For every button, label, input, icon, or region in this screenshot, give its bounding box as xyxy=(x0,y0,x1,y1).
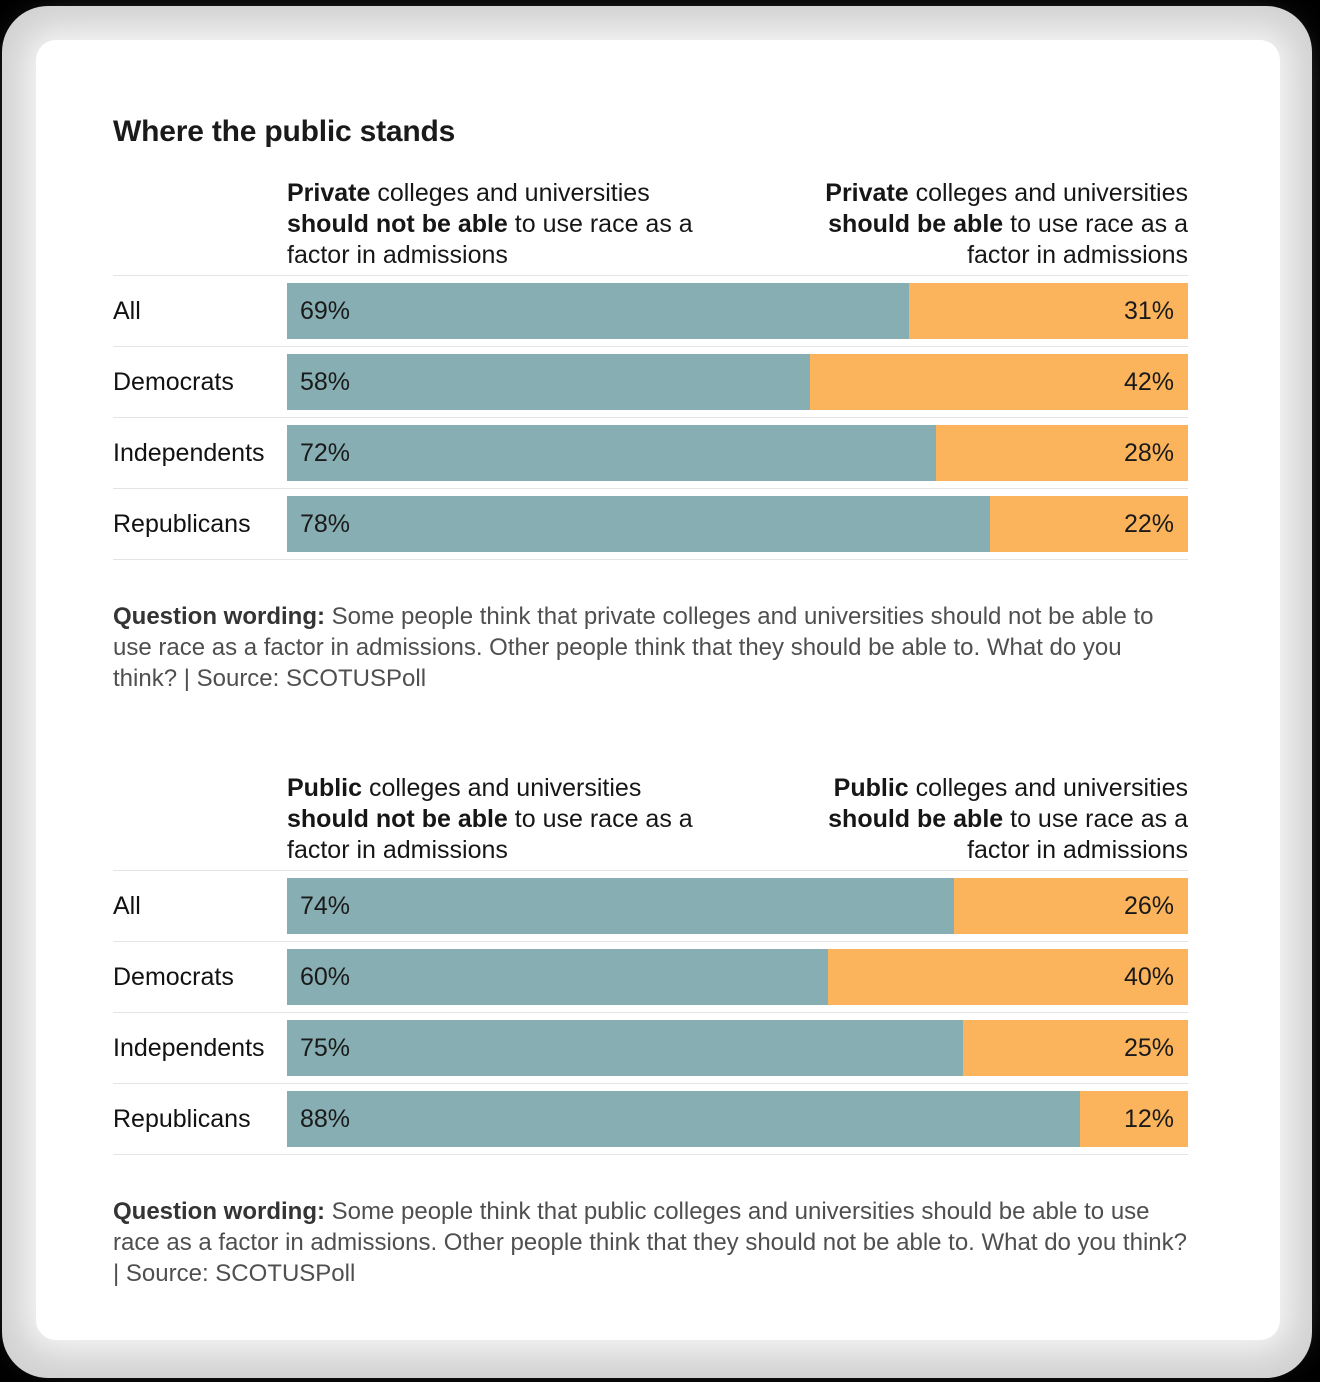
bar-value-label: 26% xyxy=(1123,891,1174,920)
column-header-should-not-be-able xyxy=(287,178,727,271)
bar-should-be-able xyxy=(810,354,1188,410)
header-text: to use race as a factor in admissions xyxy=(967,210,1188,269)
bar-should-not-be-able xyxy=(287,949,828,1005)
row-label: Democrats xyxy=(113,962,234,991)
table-row xyxy=(113,275,1188,346)
header-text: to use race as a factor in admissions xyxy=(967,805,1188,864)
bar-value-label: 12% xyxy=(1123,1104,1174,1133)
bar-value-label: 69% xyxy=(300,296,351,325)
bar-should-be-able xyxy=(954,878,1188,934)
table-row xyxy=(113,346,1188,417)
card-shadow xyxy=(2,6,1312,1378)
table-row xyxy=(113,417,1188,488)
bar-value-label: 88% xyxy=(300,1104,351,1133)
row-label: All xyxy=(113,296,141,325)
bar-should-be-able xyxy=(936,425,1188,481)
bar-value-label: 31% xyxy=(1123,296,1174,325)
header-text: colleges and universities xyxy=(362,774,642,802)
row-label: All xyxy=(113,891,141,920)
header-bold-lead: Private xyxy=(287,179,371,207)
table-row xyxy=(113,1083,1188,1154)
header-bold-emphasis: should be able xyxy=(828,805,1004,833)
header-bold-emphasis: should not be able xyxy=(287,805,508,833)
stacked-bar xyxy=(287,878,1188,934)
bar-should-not-be-able xyxy=(287,1020,963,1076)
bar-should-not-be-able xyxy=(287,283,909,339)
bar-value-label: 58% xyxy=(300,367,351,396)
question-wording-label: Question wording: xyxy=(113,603,325,630)
bar-value-label: 60% xyxy=(300,962,351,991)
table-row xyxy=(113,1012,1188,1083)
bar-should-not-be-able xyxy=(287,354,810,410)
bar-value-label: 40% xyxy=(1123,962,1174,991)
row-label: Democrats xyxy=(113,367,234,396)
chart-private-colleges xyxy=(113,178,1188,694)
stacked-bar xyxy=(287,425,1188,481)
bar-should-not-be-able xyxy=(287,496,990,552)
column-header-should-be-able xyxy=(788,178,1188,271)
header-bold-lead: Public xyxy=(833,774,909,802)
stacked-bar xyxy=(287,1091,1188,1147)
question-wording xyxy=(113,1196,1188,1289)
page-title: Where the public stands xyxy=(113,115,456,148)
column-headers xyxy=(287,773,1188,866)
header-bold-emphasis: should be able xyxy=(828,210,1004,238)
bar-value-label: 78% xyxy=(300,509,351,538)
header-text: colleges and universities xyxy=(370,179,650,207)
header-text: to use race as a factor in admissions xyxy=(287,805,693,864)
stacked-bar xyxy=(287,354,1188,410)
header-bold-emphasis: should not be able xyxy=(287,210,508,238)
header-text: colleges and universities xyxy=(908,179,1188,207)
row-label: Independents xyxy=(113,438,265,467)
question-wording-text: Some people think that private colleges and universities should not be able to use race as a factor in admissions. Other people think that they should be able to. What do you think? | Source: SCOTUSPoll xyxy=(113,603,1154,692)
bar-should-not-be-able xyxy=(287,1091,1080,1147)
header-text: colleges and universities xyxy=(908,774,1188,802)
row-label: Independents xyxy=(113,1033,265,1062)
bar-should-be-able xyxy=(963,1020,1188,1076)
bar-should-be-able xyxy=(990,496,1188,552)
row-label: Republicans xyxy=(113,1104,251,1133)
bar-should-be-able xyxy=(828,949,1188,1005)
header-text: to use race as a factor in admissions xyxy=(287,210,693,269)
table-row xyxy=(113,488,1188,559)
bar-should-not-be-able xyxy=(287,878,954,934)
bar-value-label: 28% xyxy=(1123,438,1174,467)
question-wording-text: Some people think that public colleges and universities should be able to use race as a factor in admissions. Other people think that they should not be able to. What do you think? | Source: SCOTUSPoll xyxy=(113,1198,1187,1287)
bar-should-be-able xyxy=(1080,1091,1188,1147)
bar-value-label: 72% xyxy=(300,438,351,467)
bar-value-label: 25% xyxy=(1123,1033,1174,1062)
bar-value-label: 42% xyxy=(1123,367,1174,396)
stacked-bar xyxy=(287,1020,1188,1076)
row-label: Republicans xyxy=(113,509,251,538)
bar-should-be-able xyxy=(909,283,1188,339)
table-row xyxy=(113,870,1188,941)
column-header-should-not-be-able xyxy=(287,773,727,866)
bar-rows xyxy=(113,275,1188,560)
stacked-bar xyxy=(287,949,1188,1005)
stacked-bar xyxy=(287,283,1188,339)
bar-value-label: 22% xyxy=(1123,509,1174,538)
column-headers xyxy=(287,178,1188,271)
bar-should-not-be-able xyxy=(287,425,936,481)
content-card xyxy=(36,40,1280,1340)
bar-value-label: 75% xyxy=(300,1033,351,1062)
question-wording xyxy=(113,601,1188,694)
header-bold-lead: Public xyxy=(287,774,363,802)
column-header-should-be-able xyxy=(788,773,1188,866)
header-bold-lead: Private xyxy=(825,179,909,207)
stacked-bar xyxy=(287,496,1188,552)
table-row xyxy=(113,941,1188,1012)
bar-rows xyxy=(113,870,1188,1155)
chart-public-colleges xyxy=(113,773,1188,1289)
bar-value-label: 74% xyxy=(300,891,351,920)
question-wording-label: Question wording: xyxy=(113,1198,325,1225)
